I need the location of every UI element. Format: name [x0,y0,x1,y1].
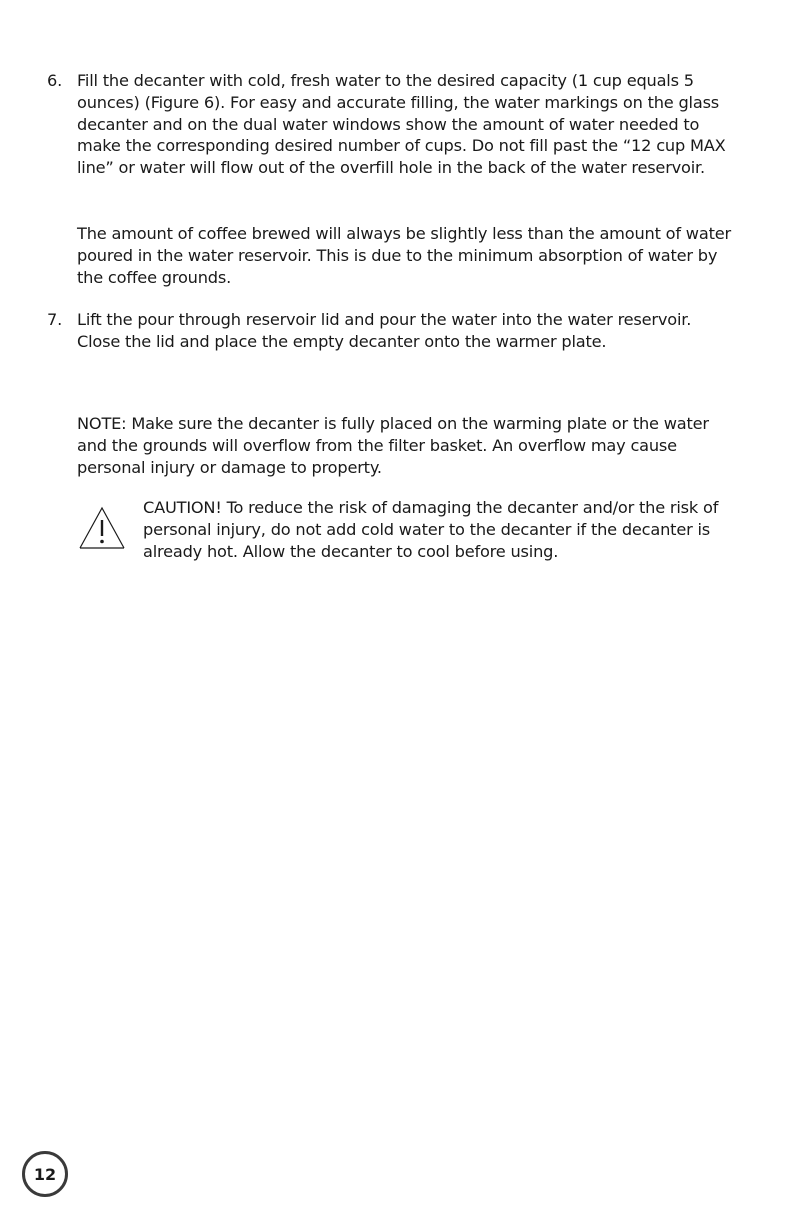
step-7-number: 7. [47,310,63,329]
step-7 [47,309,737,353]
step-6-number: 6. [47,71,63,90]
step-6-text: Fill the decanter with cold, fresh water to the desired capacity (1 cup equals 5 ounces) (Figure 6). For easy and accurate filling, the water markings on the glass decanter and on the dual water windows show the amount of water needed to make the corresponding desired number of cups. Do not fill past the “12 cup MAX line” or water will flow out of the overfill hole in the back of the water reservoir. [77,71,726,178]
step-7-text: Lift the pour through reservoir lid and pour the water into the water reservoir. Close the lid and place the empty decanter onto the warmer plate. [77,310,692,351]
step-6-note: The amount of coffee brewed will always be slightly less than the amount of water poured in the water reservoir. This is due to the minimum absorption of water by the coffee grounds. [77,224,731,287]
page-number: 12 [22,1151,68,1197]
warning-triangle-icon [77,505,127,551]
caution-block [77,497,737,567]
caution-text: CAUTION! To reduce the risk of damaging the decanter and/or the risk of personal injury, do not add cold water to the decanter if the decanter is already hot. Allow the decanter to cool before using. [143,498,719,561]
step-6 [47,70,737,179]
note-paragraph: NOTE: Make sure the decanter is fully placed on the warming plate or the water and the grounds will overflow from the filter basket. An overflow may cause personal injury or damage to property. [77,414,709,477]
